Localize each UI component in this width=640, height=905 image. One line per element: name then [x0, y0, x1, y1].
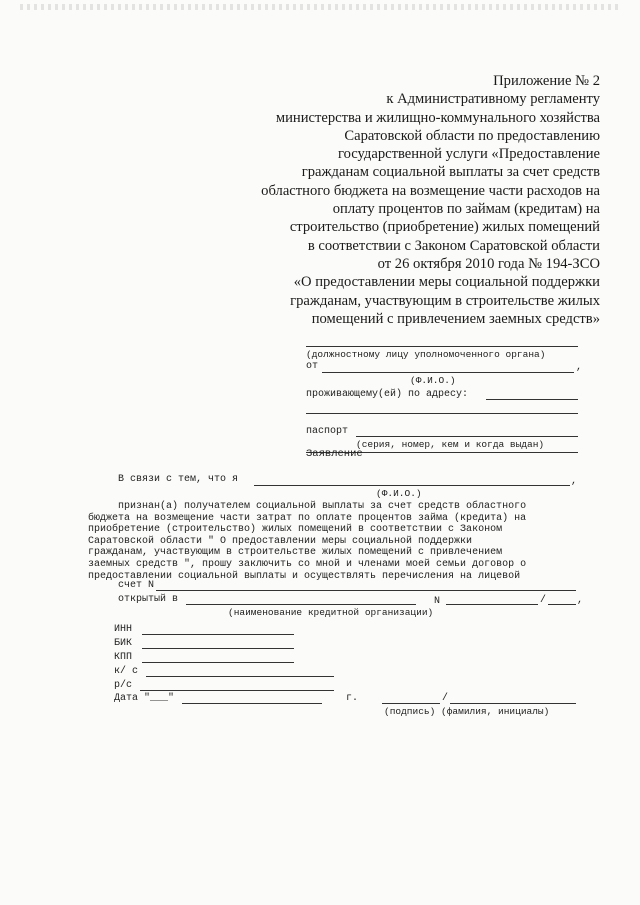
appendix-header: [220, 72, 600, 328]
body-line: Саратовской области " О предоставлении меры социальной поддержки: [88, 535, 473, 547]
slash: /: [540, 595, 547, 606]
statement-title: Заявление: [306, 448, 363, 460]
body-line: предоставлении социальной выплаты и осуществлять перечисления на лицевой: [88, 570, 521, 582]
body-line: заемных средств ", прошу заключить со мной и членами моей семьи договор о: [88, 558, 527, 570]
appendix-line: министерства и жилищно-коммунального хозяйства: [275, 109, 600, 126]
body-line: признан(а) получателем социальной выплаты за счет средств областного: [118, 501, 527, 512]
number-line: [446, 604, 538, 605]
official-line: [306, 346, 578, 347]
comma: ,: [571, 476, 578, 487]
signature-caption: (подпись) (фамилия, инициалы): [384, 706, 550, 717]
ks-label: к/ с: [114, 666, 139, 677]
appendix-line: помещений с привлечением заемных средств»: [311, 310, 600, 327]
passport-label: паспорт: [306, 426, 349, 437]
appendix-line: Саратовской области по предоставлению: [344, 127, 600, 144]
appendix-line: гражданам социальной выплаты за счет средств: [301, 164, 600, 181]
bik-line: [142, 648, 294, 649]
date-line: [182, 703, 322, 704]
kpp-label: КПП: [114, 652, 133, 663]
rs-label: р/с: [114, 680, 133, 691]
bank-name-line: [186, 604, 416, 605]
appendix-line: государственной услуги «Предоставление: [337, 146, 600, 163]
ks-line: [146, 676, 334, 677]
fio-caption: (Ф.И.О.): [410, 375, 456, 386]
appendix-line: в соответствии с Законом Саратовской области: [307, 237, 600, 254]
credit-org-caption: (наименование кредитной организации): [228, 607, 434, 618]
opened-label: открытый в: [118, 594, 179, 605]
slash: /: [442, 693, 449, 704]
applicant-fio-caption: (Ф.И.О.): [376, 488, 422, 499]
appendix-line: строительство (приобретение) жилых помещений: [289, 219, 600, 236]
signature-line: [382, 703, 440, 704]
appendix-line: «О предоставлении меры социальной поддержки: [293, 274, 600, 291]
address-line: [486, 399, 578, 400]
official-caption: (должностному лицу уполномоченного органа): [306, 349, 546, 360]
number-line-2: [548, 604, 576, 605]
passport-line: [356, 436, 578, 437]
appendix-line: областного бюджета на возмещение части расходов на: [261, 182, 600, 199]
kpp-line: [142, 662, 294, 663]
bik-label: БИК: [114, 638, 133, 649]
comma: ,: [576, 362, 583, 373]
body-line: приобретение (строительство) жилых помещений в соответствии с Законом: [88, 524, 503, 536]
account-line: [156, 590, 576, 591]
inn-label: ИНН: [114, 624, 133, 635]
body-line: гражданам, участвующим в строительстве жилых помещений с привлечением: [88, 547, 503, 559]
appendix-line: Приложение № 2: [493, 73, 600, 89]
appendix-line: гражданам, участвующим в строительстве жилых: [290, 292, 600, 309]
statement-body: [88, 501, 588, 582]
residing-label: проживающему(ей) по адресу:: [306, 389, 469, 400]
date-label: Дата "___": [114, 693, 175, 704]
name-line: [450, 703, 576, 704]
body-line: бюджета на возмещение части затрат по оплате процентов займа (кредита) на: [88, 512, 527, 524]
fio-line: [322, 372, 574, 373]
appendix-line: оплату процентов по займам (кредитам) на: [332, 201, 600, 218]
rs-line: [140, 690, 334, 691]
address-line-2: [306, 413, 578, 414]
scan-artifact: [20, 4, 620, 10]
statement-intro: В связи с тем, что я: [118, 474, 239, 485]
comma: ,: [577, 595, 584, 606]
from-label: от: [306, 361, 319, 372]
appendix-line: от 26 октября 2010 года № 194-ЗСО: [377, 255, 600, 272]
year-suffix: г.: [346, 693, 359, 704]
passport-caption: (серия, номер, кем и когда выдан): [356, 439, 545, 450]
account-label: счет N: [118, 580, 155, 591]
inn-line: [142, 634, 294, 635]
number-label: N: [434, 596, 441, 607]
appendix-line: к Административному регламенту: [386, 91, 600, 108]
applicant-fio-line: [254, 485, 570, 486]
